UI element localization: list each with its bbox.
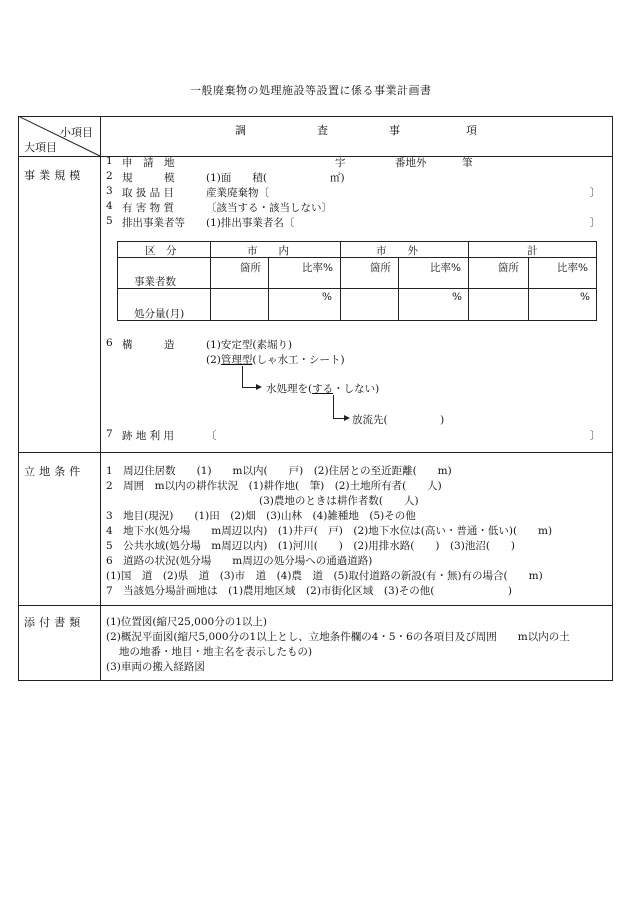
frame-bottom — [18, 680, 613, 681]
arrow-1-horizontal — [242, 387, 256, 388]
arrow-2-head — [344, 415, 350, 421]
line-6-num: 6 — [106, 337, 113, 349]
table-hline-1 — [117, 257, 597, 258]
header-char-1: 調 — [235, 124, 246, 137]
table-sub-ratio-3: 比率% — [557, 262, 588, 274]
line-1-num: 1 — [106, 155, 113, 167]
table-vline-1 — [210, 241, 211, 321]
large-item-label: 大項目 — [24, 141, 57, 154]
line-1-key: 申 請 地 — [122, 157, 175, 169]
arrow-1-head — [256, 384, 262, 390]
site-line-5: 5 公共水域(処分場 m周辺以内) (1)河川( ) (2)用排水路( ) (3)池沼( ) — [106, 540, 516, 552]
table-cell-pct-2: % — [452, 291, 462, 303]
line-7-open: 〔 — [206, 430, 217, 442]
table-vline-2 — [340, 241, 341, 321]
line-2-num: 2 — [106, 170, 113, 182]
site-line-4: 4 地下水(処分場 m周辺以内) (1)井戸( 戸) (2)地下水位は(高い・普通・低い)( m) — [106, 525, 553, 537]
section-divider-1 — [18, 452, 613, 453]
discharge-destination: 放流先( ) — [352, 414, 445, 426]
frame-left — [18, 116, 19, 681]
arrow-2-horizontal — [333, 418, 344, 419]
table-header-total: 計 — [527, 245, 538, 257]
structure-option-2: (2)管理型(しゃ水工・シート) — [206, 354, 345, 366]
document-title: 一般廃棄物の処理施設等設置に係る事業計画書 — [190, 84, 432, 97]
header-char-2: 査 — [317, 124, 328, 137]
table-sub-count-3: 箇所 — [498, 262, 519, 274]
line-3-num: 3 — [106, 185, 113, 197]
attachment-line-1: (1)位置図(縮尺25,000分の1以上) — [106, 616, 267, 628]
line-3-end: 〕 — [590, 187, 601, 199]
site-line-6: 6 道路の状況(処分場 m周辺の処分場への通過道路) — [106, 555, 373, 567]
site-line-3: 3 地目(現況) (1)田 (2)畑 (3)山林 (4)雑種地 (5)その他 — [106, 510, 416, 522]
section-label-business-scale: 事 業 規 模 — [24, 169, 81, 182]
line-2-text: (1)面 積( ㎡) — [206, 172, 345, 184]
frame-top — [18, 116, 613, 117]
arrow-2-vertical — [333, 395, 334, 419]
attachment-line-2: (2)概況平面図(縮尺5,000分の1以上とし、立地条件欄の4・5・6の各項目及び周囲 m以内の土 — [106, 631, 570, 643]
line-7-key: 跡 地 利 用 — [122, 430, 175, 442]
table-sub-count-2: 箇所 — [370, 262, 391, 274]
arrow-1-vertical — [242, 366, 243, 388]
attachment-line-2b: 地の地番・地目・地主名を表示したもの) — [119, 646, 313, 658]
line-6-key: 構 造 — [122, 339, 175, 351]
line-3-text: 産業廃棄物〔 — [206, 187, 269, 199]
table-cell-pct-1: % — [322, 291, 332, 303]
line-5-end: 〕 — [590, 217, 601, 229]
frame-right — [612, 116, 613, 681]
site-line-2: 2 周囲 m以内の耕作状況 (1)耕作地( 筆) (2)土地所有者( 人) — [106, 480, 442, 492]
table-header-category: 区 分 — [145, 245, 177, 257]
section-label-attachments: 添 付 書 類 — [24, 616, 81, 629]
structure-option-1: (1)安定型(素堀り) — [206, 339, 293, 351]
section-divider-2 — [18, 605, 613, 606]
table-vline-sub-1 — [268, 257, 269, 321]
small-item-label: 小項目 — [60, 126, 93, 139]
table-cell-pct-3: % — [580, 291, 590, 303]
site-line-7: 7 当該処分場計画地は (1)農用地区域 (2)市街化区域 (3)その他( ) — [106, 585, 512, 597]
table-row-label-emitters: 事業者数 — [134, 276, 176, 288]
site-line-6b: (1)国 道 (2)県 道 (3)市 道 (4)農 道 (5)取付道路の新設(有・無)有の場合( m) — [106, 570, 543, 582]
line-4-key: 有 害 物 質 — [122, 202, 175, 214]
line-1-mid2: 番地外 — [395, 157, 427, 169]
site-line-2b: (3)農地のときは耕作者数( 人) — [259, 495, 419, 507]
water-treatment: 水処理を(する・しない) — [266, 383, 380, 395]
table-vline-sub-2 — [398, 257, 399, 321]
frame-column-divider — [100, 116, 101, 681]
line-7-end: 〕 — [590, 430, 601, 442]
table-sub-count-1: 箇所 — [240, 262, 261, 274]
line-5-key: 排出事業者等 — [122, 217, 185, 229]
line-5-text: (1)排出事業者名〔 — [206, 217, 295, 229]
line-3-key: 取 扱 品 目 — [122, 187, 175, 199]
table-header-city-inside: 市 内 — [247, 245, 289, 257]
header-char-3: 事 — [389, 124, 400, 137]
section-label-site-conditions: 立 地 条 件 — [24, 465, 81, 478]
line-1-end: 筆 — [462, 157, 473, 169]
table-sub-ratio-2: 比率% — [430, 262, 461, 274]
line-4-num: 4 — [106, 200, 113, 212]
table-sub-ratio-1: 比率% — [302, 262, 333, 274]
attachment-line-3: (3)車両の搬入経路図 — [106, 661, 205, 673]
table-row-label-volume: 処分量(月) — [134, 308, 185, 320]
line-4-text: 〔該当する・該当しない〕 — [206, 202, 332, 214]
table-header-city-outside: 市 外 — [376, 245, 418, 257]
emitter-table — [117, 241, 597, 321]
line-7-num: 7 — [106, 428, 113, 440]
site-line-1: 1 周辺住居数 (1) m以内( 戸) (2)住居との至近距離( m) — [106, 465, 452, 477]
line-5-num: 5 — [106, 215, 113, 227]
table-vline-3 — [468, 241, 469, 321]
header-char-4: 項 — [466, 124, 477, 137]
line-1-mid: 宇 — [335, 157, 346, 169]
line-2-key: 規 模 — [122, 172, 175, 184]
table-vline-sub-3 — [528, 257, 529, 321]
